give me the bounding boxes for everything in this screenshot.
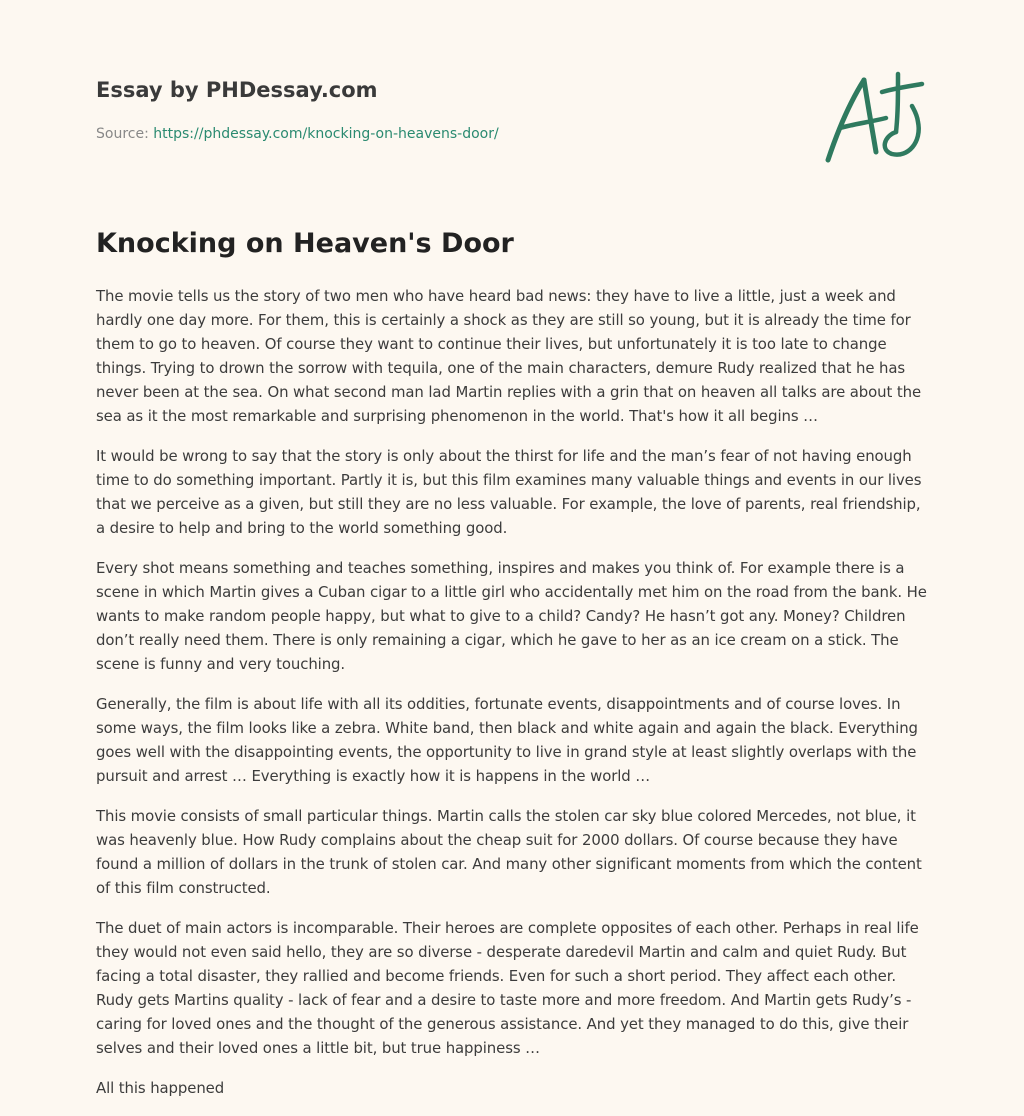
essay-paragraph: The movie tells us the story of two men who have heard bad news: they have to live a little, just a week and hardly one day more. For them, this is certainly a shock as they are still so young, but it is already the time for them to go to heaven. Of course they want to continue their lives, but unfortunately it is too late to change things. Trying to drown the sorrow with tequila, one of the main characters, demure Rudy realized that he has never been at the sea. On what second man lad Martin replies with a grin that on heaven all talks are about the sea as it the most remarkable and surprising phenomenon in the world. That's how it all begins … bbox=[96, 287, 922, 425]
source-label: Source: bbox=[96, 126, 149, 142]
site-brand: Essay by PHDessay.com bbox=[96, 78, 378, 102]
logo-a-left-stroke bbox=[828, 80, 864, 160]
source-line bbox=[96, 124, 796, 144]
essay-body bbox=[96, 284, 928, 1116]
logo-swirl bbox=[885, 106, 919, 155]
logo-a-crossbar bbox=[840, 118, 886, 128]
essay-paragraph: Every shot means something and teaches something, inspires and makes you think of. For example there is a scene in which Martin gives a Cuban cigar to a little girl who accidentally met him on the road from the bank. He wants to make random people happy, but what to give to a child? Candy? He hasn’t got any. Money? Children don’t really need them. There is only remaining a cigar, which he gave to her as an ice cream on a stick. The scene is funny and very touching. bbox=[96, 559, 927, 673]
logo-a-right-stroke bbox=[864, 80, 876, 152]
a-plus-logo-icon bbox=[818, 66, 930, 166]
essay-paragraph: All this happened bbox=[96, 1079, 225, 1097]
essay-paragraph: This movie consists of small particular things. Martin calls the stolen car sky blue colored Mercedes, not blue, it was heavenly blue. How Rudy complains about the cheap suit for 2000 dollars. Of course because they have found a million of dollars in the trunk of stolen car. And many other significant moments from which the content of this film constructed. bbox=[96, 807, 922, 897]
essay-paragraph: Generally, the film is about life with all its oddities, fortunate events, disappointments and of course loves. In some ways, the film looks like a zebra. White band, then black and white again and again the black. Everything goes well with the disappointing events, the opportunity to live in grand style at least slightly overlaps with the pursuit and arrest … Everything is exactly how it is happens in the world … bbox=[96, 695, 918, 785]
essay-title: Knocking on Heaven's Door bbox=[96, 228, 514, 259]
source-link[interactable]: https://phdessay.com/knocking-on-heavens-door/ bbox=[153, 126, 499, 142]
essay-paragraph: The duet of main actors is incomparable. Their heroes are complete opposites of each other. Perhaps in real life they would not even said hello, they are so diverse - desperate daredevil Martin and calm and quiet Rudy. But facing a total disaster, they rallied and become friends. Even for such a short period. They affect each other. Rudy gets Martins quality - lack of fear and a desire to taste more and more freedom. And Martin gets Rudy’s - caring for loved ones and the thought of the generous assistance. And yet they managed to do this, give their selves and their loved ones a little bit, but true happiness … bbox=[96, 919, 919, 1057]
essay-paragraph: It would be wrong to say that the story is only about the thirst for life and the man’s fear of not having enough time to do something important. Partly it is, but this film examines many valuable things and events in our lives that we perceive as a given, but still they are no less valuable. For example, the love of parents, real friendship, a desire to help and bring to the world something good. bbox=[96, 447, 922, 537]
logo-plus-vertical bbox=[896, 74, 898, 132]
essay-header bbox=[96, 76, 796, 144]
logo-plus-horizontal bbox=[882, 84, 922, 92]
